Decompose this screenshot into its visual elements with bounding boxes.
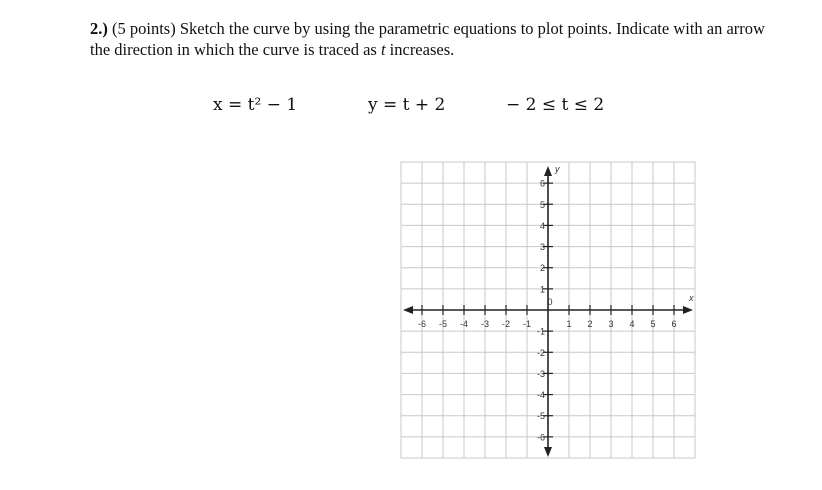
y-tick-label: 3 <box>539 242 545 253</box>
x-tick-label: -5 <box>438 319 448 329</box>
y-tick-label: 1 <box>539 284 545 295</box>
problem-text-end: increases. <box>389 40 455 59</box>
y-axis-up-arrow <box>544 166 552 176</box>
y-tick-label: 4 <box>539 220 545 231</box>
y-tick-label: 2 <box>539 263 545 274</box>
x-axis-left-arrow <box>403 306 413 314</box>
y-tick-label: -1 <box>536 326 545 337</box>
x-tick-label: 5 <box>650 319 656 329</box>
x-tick-label: -1 <box>522 319 532 329</box>
x-tick-label: -3 <box>480 319 490 329</box>
x-equation: x = t² − 1 <box>213 95 298 115</box>
x-tick-label: 3 <box>608 319 614 329</box>
y-tick-label: 5 <box>539 199 545 210</box>
x-tick-label: -2 <box>501 319 511 329</box>
problem-statement <box>90 18 780 60</box>
x-tick-label: 2 <box>587 319 593 329</box>
t-range: − 2 ≤ t ≤ 2 <box>506 95 605 115</box>
grid-svg[interactable] <box>395 156 705 464</box>
y-axis-label: y <box>555 164 560 174</box>
y-tick-label: -3 <box>536 368 545 379</box>
y-tick-label: -6 <box>536 432 545 443</box>
y-tick-label: -2 <box>536 347 545 358</box>
y-tick-label: 6 <box>539 178 545 189</box>
problem-number: 2.) <box>90 19 108 38</box>
y-equation: y = t + 2 <box>368 95 446 115</box>
x-axis-right-arrow <box>683 306 693 314</box>
x-tick-label: -6 <box>417 319 427 329</box>
coordinate-grid[interactable] <box>395 156 705 464</box>
x-tick-label: 1 <box>566 319 572 329</box>
x-tick-label: 6 <box>671 319 677 329</box>
y-tick-label: -4 <box>536 390 545 401</box>
origin-label: 0 <box>547 297 553 307</box>
problem-text: (5 points) Sketch the curve by using the parametric equations to plot points. Indicate with an arrow the direction in which the curve is traced as <box>90 19 765 59</box>
problem-t-symbol: t <box>380 40 386 59</box>
x-axis-label: x <box>689 293 694 303</box>
x-tick-label: 4 <box>629 319 635 329</box>
axes <box>403 166 693 457</box>
x-tick-label: -4 <box>459 319 469 329</box>
y-tick-label: -5 <box>536 411 545 422</box>
y-axis-down-arrow <box>544 447 552 457</box>
